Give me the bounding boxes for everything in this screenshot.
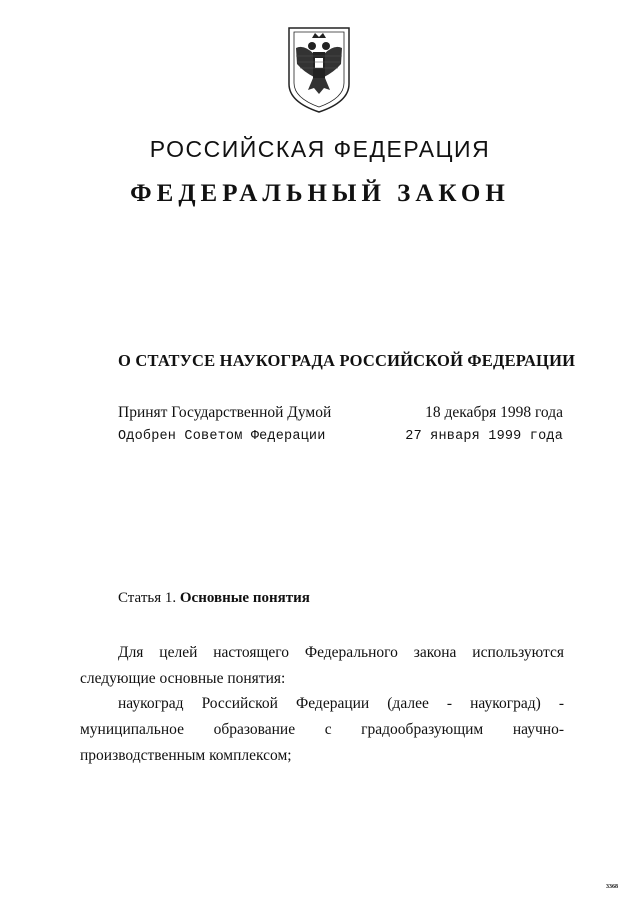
paragraph-line: наукоград Российской Федерации (далее - наукоград) - xyxy=(118,695,564,712)
law-title: О СТАТУСЕ НАУКОГРАДА РОССИЙСКОЙ ФЕДЕРАЦИИ xyxy=(118,351,576,370)
paragraph-line: производственным комплексом; xyxy=(80,747,292,764)
adoption-date: 18 декабря 1998 года xyxy=(425,404,563,421)
paragraph-line: муниципальное образование с градообразующим научно- xyxy=(80,721,564,738)
paragraph xyxy=(80,691,564,769)
coat-of-arms-icon xyxy=(284,22,354,114)
country-name: РОССИЙСКАЯ ФЕДЕРАЦИЯ xyxy=(149,136,491,162)
adoption-row-council xyxy=(118,429,563,444)
adoption-row-duma xyxy=(118,404,563,422)
page-stamp: 3368 xyxy=(606,884,618,890)
paragraph xyxy=(80,640,564,692)
paragraph-line: следующие основные понятия: xyxy=(80,670,286,687)
article-title: Основные понятия xyxy=(179,590,310,606)
article-heading xyxy=(118,590,310,607)
law-type: ФЕДЕРАЛЬНЫЙ ЗАКОН xyxy=(130,180,510,207)
article-number: Статья 1. xyxy=(118,590,177,606)
adoption-label: Принят Государственной Думой xyxy=(118,404,332,421)
adoption-date: 27 января 1999 года xyxy=(405,429,563,444)
paragraph-line: Для целей настоящего Федерального закона используются xyxy=(118,644,564,661)
adoption-label: Одобрен Советом Федерации xyxy=(118,429,326,444)
